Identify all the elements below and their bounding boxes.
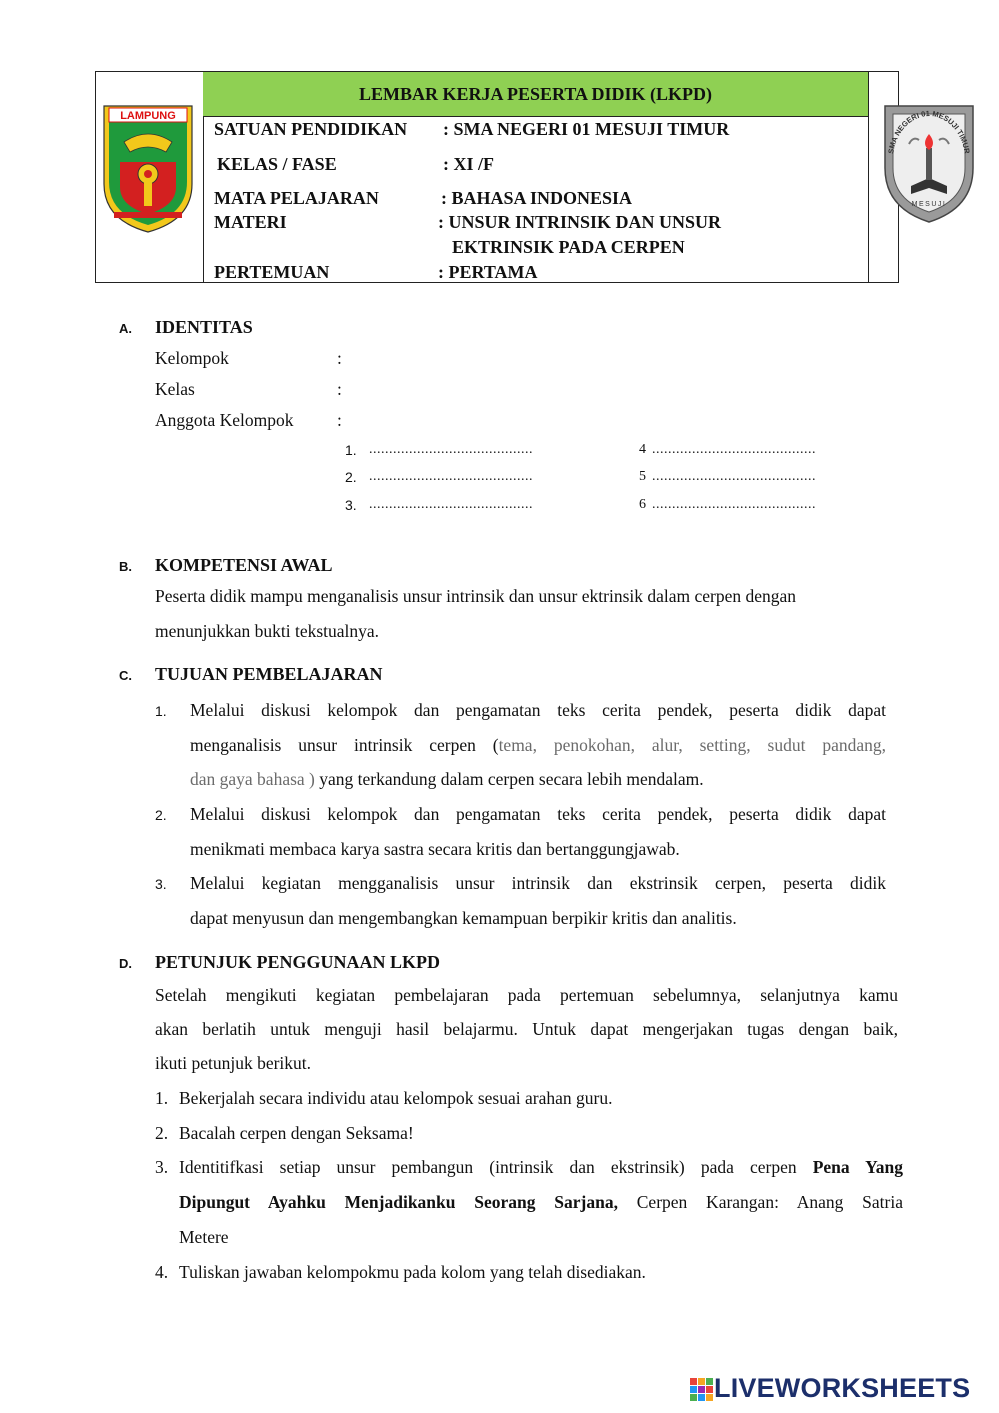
header-row-value-materi-cont: EKTRINSIK PADA CERPEN [452, 237, 685, 257]
liveworksheets-logo[interactable] [690, 1373, 990, 1406]
school-emblem-logo [879, 98, 979, 226]
member-blank-3: ......................................... [369, 497, 533, 512]
member-blank-2: ......................................... [369, 469, 533, 484]
member-blank-1: ......................................... [369, 442, 533, 457]
member-blank-4: ......................................... [652, 442, 816, 457]
section-b-title: KOMPETENSI AWAL [155, 555, 333, 575]
section-d-title: PETUNJUK PENGGUNAAN LKPD [155, 952, 441, 972]
member-num-4: 4 [639, 442, 646, 457]
section-c-title: TUJUAN PEMBELAJARAN [155, 664, 383, 684]
step-3-line-1-a: Identitifkasi setiap unsur pembangun (intrinsik dan ekstrinsik) pada cerpen [179, 1157, 813, 1177]
section-d-intro-1: Setelah mengikuti kegiatan pembelajaran pada pertemuan sebelumnya, selanjutnya kamu [155, 985, 898, 1005]
member-num-1: 1. [345, 442, 357, 458]
school-logo-bottom-text: MESUJI [911, 201, 947, 208]
section-b-line-2: menunjukkan bukti tekstualnya. [155, 621, 380, 641]
section-b-line-1: Peserta didik mampu menganalisis unsur intrinsik dan unsur ektrinsik dalam cerpen dengan [155, 586, 797, 606]
step-3-line-2-b: Cerpen Karangan: Anang Satria [617, 1192, 903, 1212]
step-num-3: 3. [155, 1157, 169, 1177]
objective-1-line-2-b: tema, penokohan, alur, setting, sudut pandang, [498, 735, 886, 755]
objective-2-line-1: Melalui diskusi kelompok dan pengamatan teks cerita pendek, peserta didik dapat [190, 804, 886, 824]
header-row-value-pertemuan: : PERTAMA [438, 262, 538, 282]
step-4-text: Tuliskan jawaban kelompokmu pada kolom yang telah disediakan. [179, 1262, 646, 1282]
objective-1-line-2-a: menganalisis unsur intrinsik cerpen ( [190, 735, 499, 755]
objective-3-line-2: dapat menyusun dan mengembangkan kemampuan berpikir kritis dan analitis. [190, 908, 737, 928]
header-row-value-mapel: : BAHASA INDONESIA [441, 188, 633, 208]
header-row-value-satuan: : SMA NEGERI 01 MESUJI TIMUR [443, 119, 730, 139]
section-d-intro-3: ikuti petunjuk berikut. [155, 1053, 312, 1073]
section-d-intro-2: akan berlatih untuk menguji hasil belajarmu. Untuk dapat mengerjakan tugas dengan baik, [155, 1019, 898, 1039]
member-num-6: 6 [639, 497, 646, 512]
header-divider-right [868, 72, 869, 282]
member-num-5: 5 [639, 469, 646, 484]
field-label-kelompok: Kelompok [155, 348, 229, 368]
section-a-letter: A. [119, 321, 132, 336]
section-c-letter: C. [119, 668, 132, 683]
member-num-2: 2. [345, 469, 357, 485]
objective-1-line-3-a: dan gaya bahasa ) [190, 769, 315, 789]
member-blank-6: ......................................... [652, 497, 816, 512]
objective-1-line-3 [190, 769, 704, 790]
lampung-emblem-logo [100, 102, 196, 234]
header-row-label-pertemuan: PERTEMUAN [214, 262, 330, 282]
objective-1-line-1: Melalui diskusi kelompok dan pengamatan teks cerita pendek, peserta didik dapat [190, 700, 886, 720]
liveworksheets-brand-text: LIVEWORKSHEETS [714, 1373, 971, 1403]
step-1-text: Bekerjalah secara individu atau kelompok sesuai arahan guru. [179, 1088, 613, 1108]
field-colon-anggota: : [337, 410, 342, 430]
header-table [95, 71, 972, 283]
header-title: LEMBAR KERJA PESERTA DIDIK (LKPD) [203, 72, 868, 117]
member-blank-5: ......................................... [652, 469, 816, 484]
lampung-logo-text: LAMPUNG [120, 110, 176, 122]
objective-num-3: 3. [155, 876, 167, 892]
header-row-label-kelas: KELAS / FASE [217, 154, 337, 174]
objective-1-line-3-b: yang terkandung dalam cerpen secara lebih mendalam. [314, 769, 704, 789]
objective-2-line-2: menikmati membaca karya sastra secara kritis dan bertanggungjawab. [190, 839, 680, 859]
step-2-text: Bacalah cerpen dengan Seksama! [179, 1123, 414, 1143]
objective-num-2: 2. [155, 807, 167, 823]
member-num-3: 3. [345, 497, 357, 513]
field-colon-kelas: : [337, 379, 342, 399]
step-3-line-1-b: Pena Yang [812, 1157, 903, 1177]
step-3-line-3: Metere [179, 1227, 229, 1247]
step-3-line-2-a: Dipungut Ayahku Menjadikanku Seorang Sarjana, [179, 1192, 618, 1212]
section-d-letter: D. [119, 956, 132, 971]
step-3-line-1 [179, 1157, 903, 1178]
step-num-1: 1. [155, 1088, 169, 1108]
objective-num-1: 1. [155, 703, 167, 719]
field-label-kelas: Kelas [155, 379, 195, 399]
school-logo-text: SMA NEGERI 01 MESUJI TIMUR [886, 108, 972, 155]
objective-3-line-1: Melalui kegiatan mengganalisis unsur intrinsik dan ekstrinsik cerpen, peserta didik [190, 873, 886, 893]
section-a-title: IDENTITAS [155, 317, 253, 337]
section-b-letter: B. [119, 559, 132, 574]
header-row-label-materi: MATERI [214, 212, 287, 232]
step-3-line-2 [179, 1192, 903, 1213]
field-label-anggota: Anggota Kelompok [155, 410, 294, 430]
header-row-label-mapel: MATA PELAJARAN [214, 188, 379, 208]
step-num-4: 4. [155, 1262, 169, 1282]
objective-1-line-2 [190, 735, 886, 756]
header-row-value-materi: : UNSUR INTRINSIK DAN UNSUR [438, 212, 722, 232]
liveworksheets-icon [690, 1378, 714, 1402]
step-num-2: 2. [155, 1123, 169, 1143]
header-row-value-kelas: : XI /F [443, 154, 494, 174]
header-row-label-satuan: SATUAN PENDIDIKAN [214, 119, 408, 139]
field-colon-kelompok: : [337, 348, 342, 368]
